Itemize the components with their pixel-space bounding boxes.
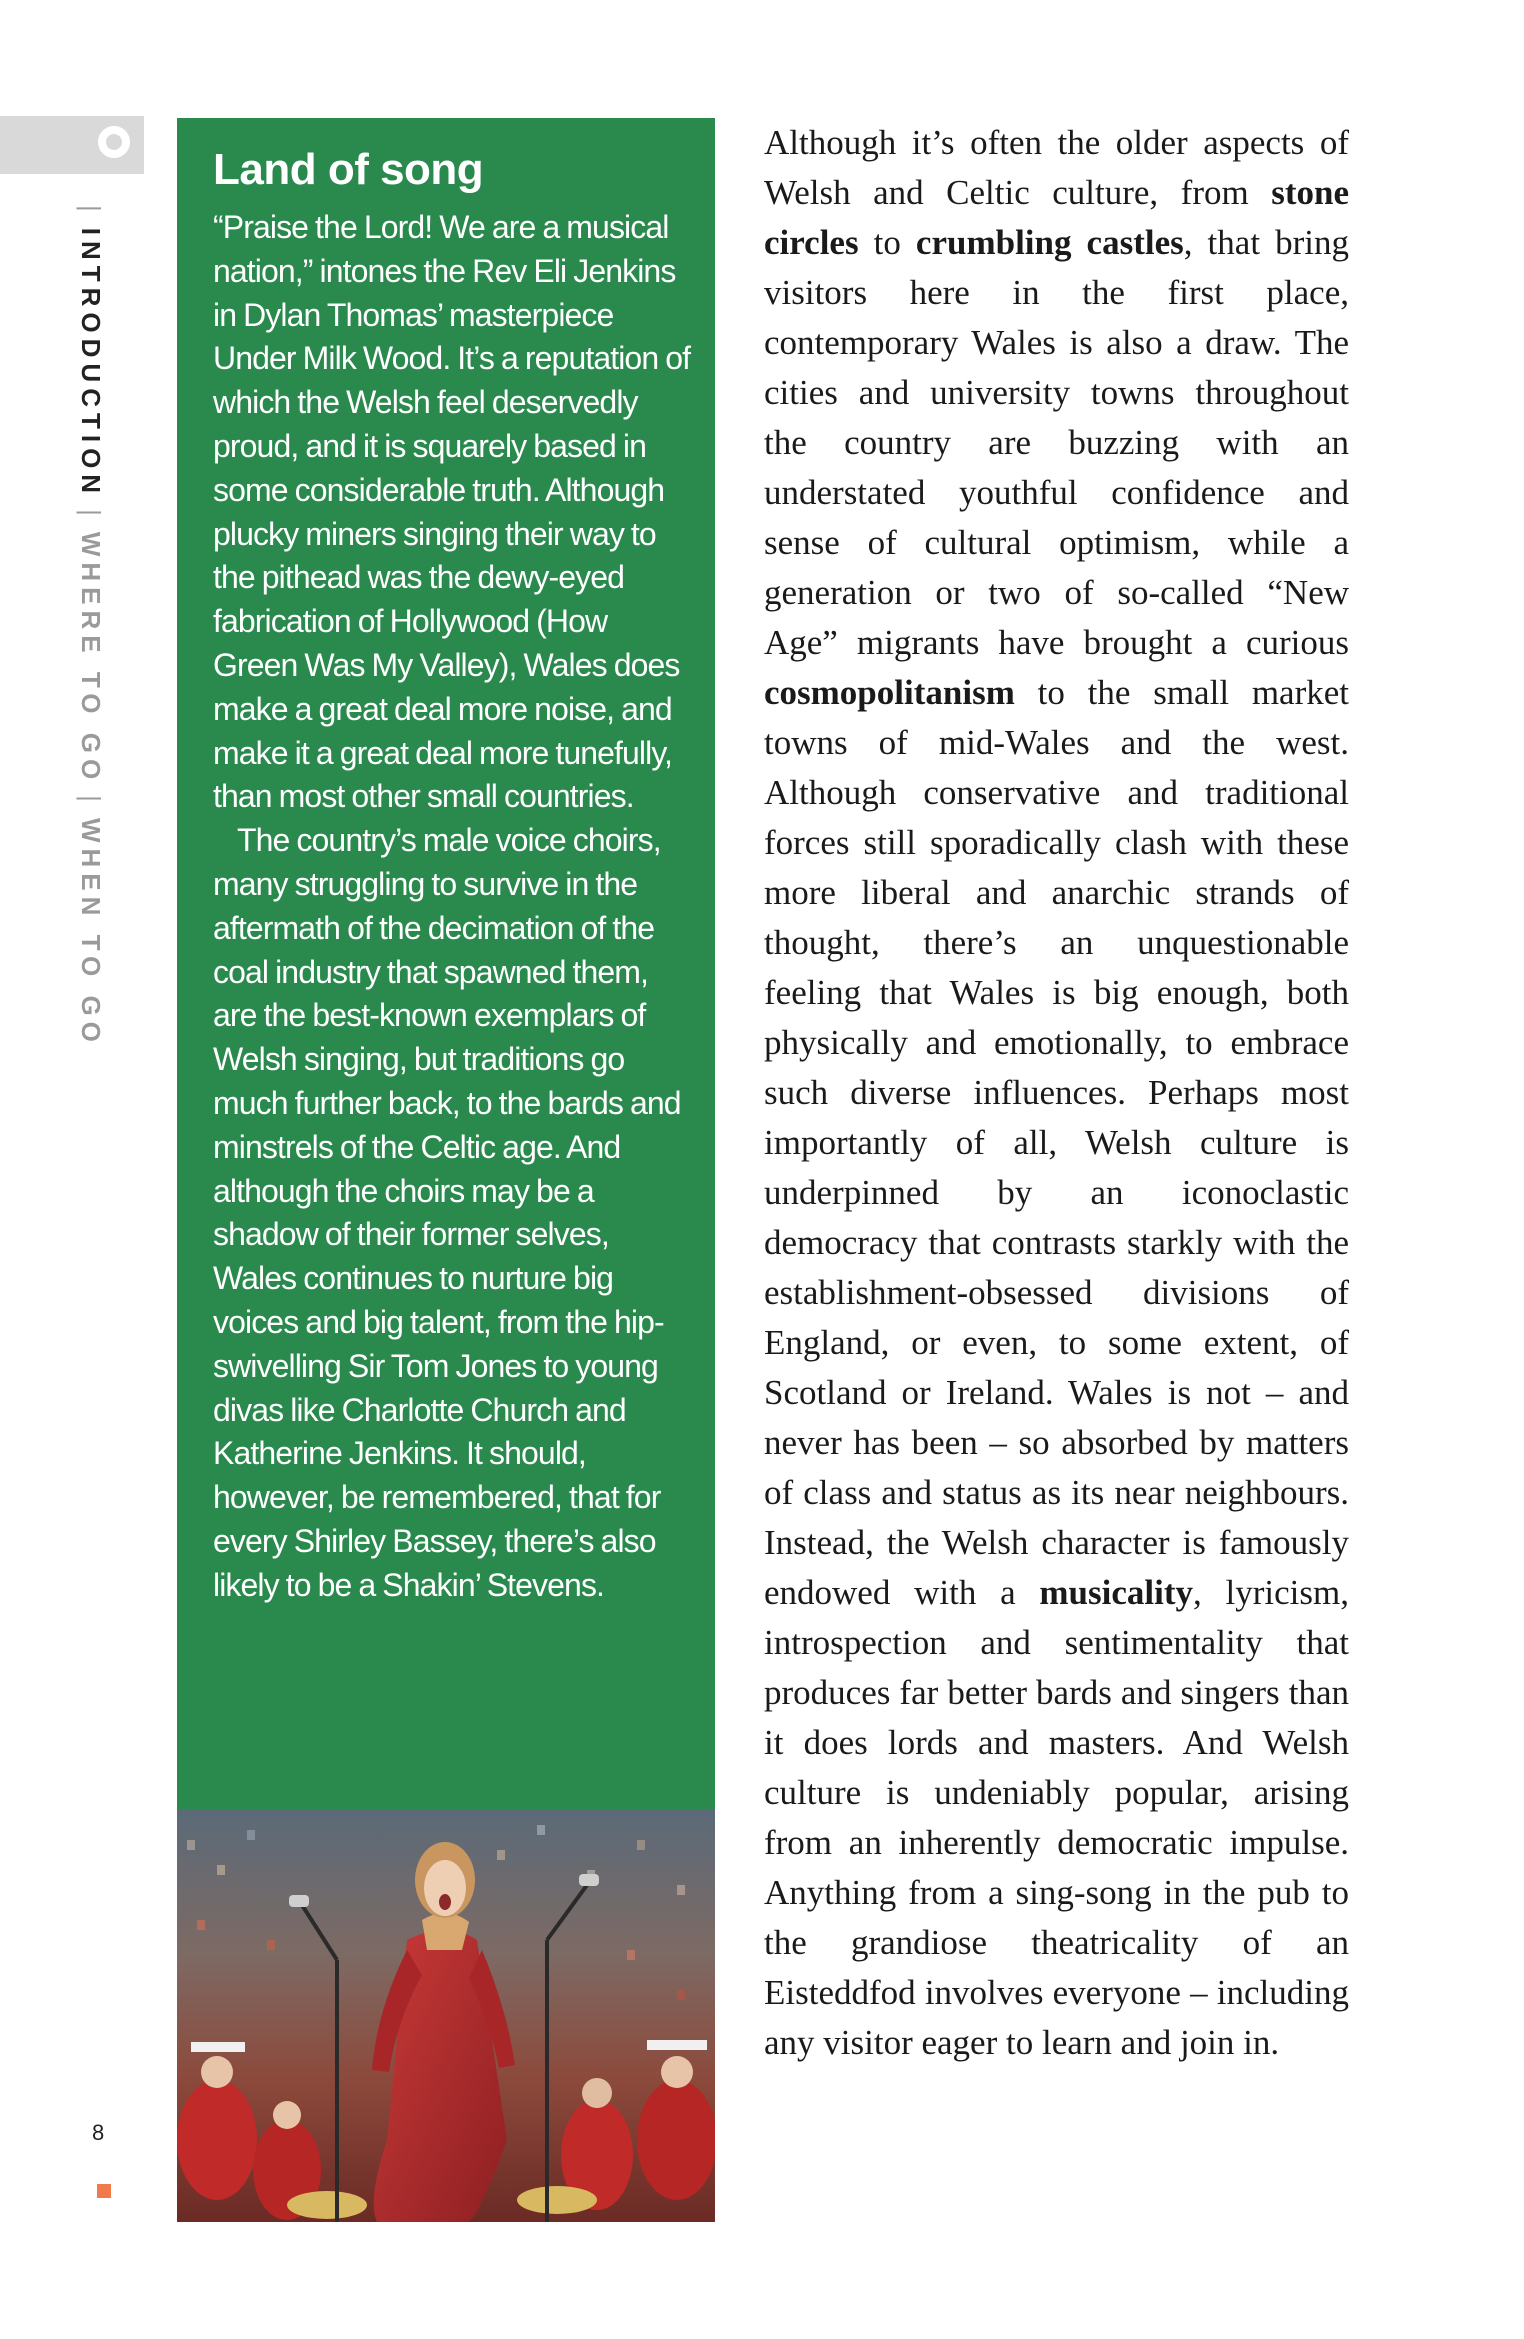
- section-nav: [78, 195, 104, 1048]
- singer-photo: [177, 1810, 715, 2222]
- page-number: 8: [92, 2120, 105, 2145]
- sidebar-paragraph: The country’s male voice choirs, many struggling to survive in the aftermath of the decimation of the coal industry that spawned them, are the best-known exemplars of Welsh singing, but traditions go much further back, to the bards and minstrels of the Celtic age. And although the choirs may be a shadow of their former selves, Wales continues to nurture big voices and big talent, from the hip-swivelling Sir Tom Jones to young divas like Charlotte Church and Katherine Jenkins. It should, however, be remembered, that for every Shirley Bassey, there’s also likely to be a Shakin’ Stevens.: [213, 822, 681, 1603]
- tab-circle-icon: [92, 120, 136, 164]
- body-text-segment: , lyricism, introspection and sentimentality that produces far better bards and singers than it does lords and masters. And Welsh culture is undeniably popular, arising from an inherently democratic impulse. Anything from a sing-song in the pub to the grandiose theatricality of an Eisteddfod involves everyone – including any visitor eager to learn and join in.: [764, 1573, 1349, 2062]
- body-text-segment: to the small market towns of mid-Wales and the west. Although conservative and traditional forces still sporadically clash with these more liberal and anarchic strands of thought, there’s an unquestionable feeling that Wales is big enough, both physically and emotionally, to embrace such diverse influences. Perhaps most importantly of all, Welsh culture is underpinned by an iconoclastic democracy that contrasts starkly with the establishment-obsessed divisions of England, or even, to some extent, of Scotland or Ireland. Wales is not – and never has been – so absorbed by matters of class and status as its near neighbours. Instead, the Welsh character is famously endowed with a: [764, 673, 1349, 1612]
- keyword-highlight: musicality: [1039, 1573, 1194, 1612]
- sidebar-box: [177, 118, 715, 1810]
- nav-separator: |: [76, 795, 106, 808]
- keyword-highlight: stone circles: [764, 173, 1349, 262]
- keyword-highlight: cosmopolitanism: [764, 673, 1015, 712]
- sidebar-paragraph: “Praise the Lord! We are a musical nation,” intones the Rev Eli Jenkins in Dylan Thomas’ masterpiece Under Milk Wood. It’s a reputation of which the Welsh feel deservedly proud, and it is squarely based in some considerable truth. Although plucky miners singing their way to the pithead was the dewy-eyed fabrication of Hollywood (How Green Was My Valley), Wales does make a great deal more noise, and make it a great deal more tunefully, than most other small countries.: [213, 209, 691, 815]
- sidebar-title: Land of song: [213, 145, 484, 194]
- body-text-segment: to: [858, 223, 916, 262]
- page-marker: [97, 2184, 111, 2198]
- nav-item-when-to-go[interactable]: WHEN TO GO: [76, 817, 106, 1048]
- nav-separator: |: [76, 205, 106, 218]
- body-text-segment: Although it’s often the older aspects of Welsh and Celtic culture, from: [764, 123, 1349, 212]
- main-body-text: [764, 118, 1349, 2068]
- nav-separator: |: [76, 509, 106, 522]
- body-text-segment: , that bring visitors here in the first place, contemporary Wales is also a draw. The cities and university towns throughout the country are buzzing with an understated youthful confidence and sense of cultural optimism, while a generation or two of so-called “New Age” migrants have brought a curious: [764, 223, 1349, 662]
- nav-item-introduction[interactable]: INTRODUCTION: [76, 227, 106, 500]
- keyword-highlight: crumbling castles: [915, 223, 1184, 262]
- nav-item-where-to-go[interactable]: WHERE TO GO: [76, 531, 106, 786]
